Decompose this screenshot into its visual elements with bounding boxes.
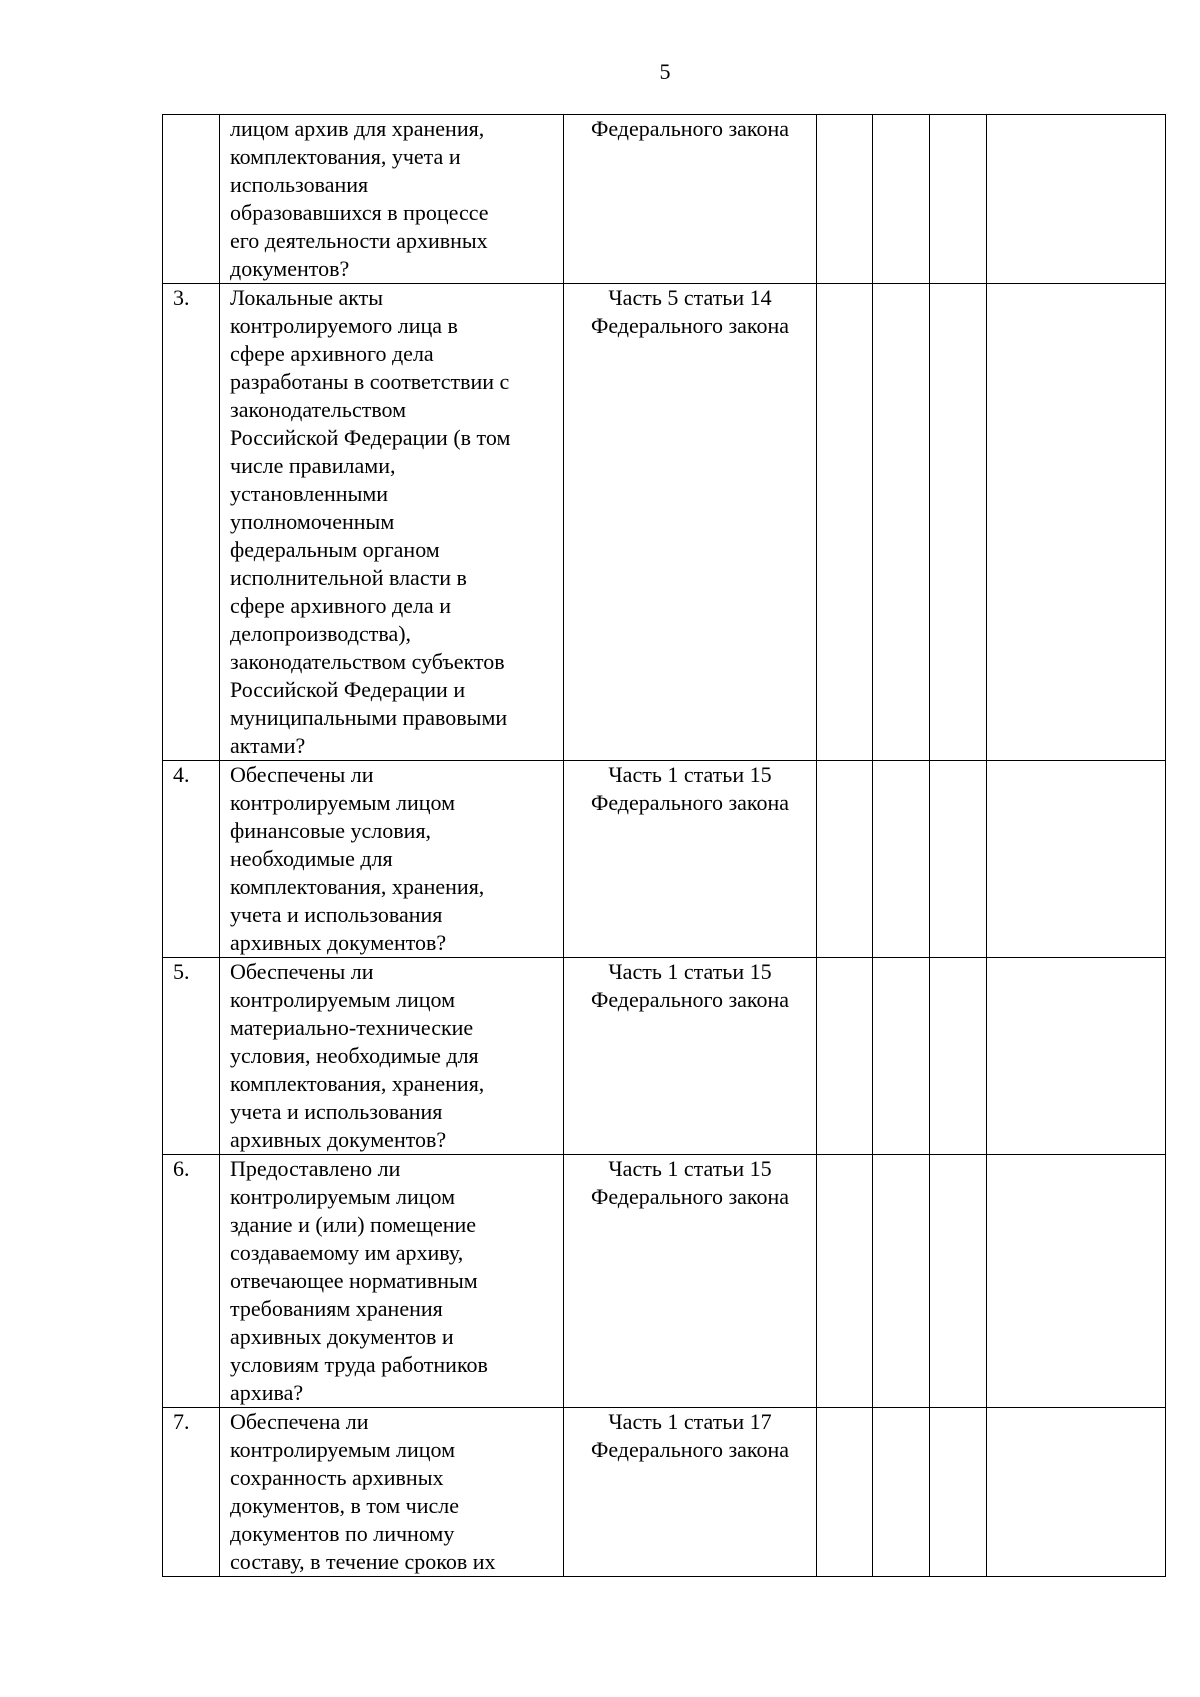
row-number-text: 7. xyxy=(173,1409,190,1434)
answer-yes-cell[interactable] xyxy=(817,1408,873,1577)
answer-no-cell[interactable] xyxy=(873,115,930,284)
table-row xyxy=(163,284,1166,761)
question-cell xyxy=(220,284,564,761)
answer-na-cell[interactable] xyxy=(930,1408,987,1577)
table-row xyxy=(163,115,1166,284)
reference-text: Часть 1 статьи 15 Федерального закона xyxy=(590,762,790,815)
reference-cell xyxy=(564,958,817,1155)
answer-na-cell[interactable] xyxy=(930,115,987,284)
row-number xyxy=(163,1408,220,1577)
answer-na-cell[interactable] xyxy=(930,284,987,761)
answer-yes-cell[interactable] xyxy=(817,958,873,1155)
question-text: Обеспечена ли контролируемым лицом сохранность архивных документов, в том числе документов по личному составу, в течение сроков их xyxy=(230,1409,496,1574)
notes-cell[interactable] xyxy=(987,761,1166,958)
reference-text: Часть 1 статьи 15 Федерального закона xyxy=(590,1156,790,1209)
question-cell xyxy=(220,1408,564,1577)
question-text: Обеспечены ли контролируемым лицом материально-технические условия, необходимые для комплектования, хранения, учета и использования архивных документов? xyxy=(230,959,485,1152)
table-row xyxy=(163,1408,1166,1577)
reference-text: Федерального закона xyxy=(590,116,790,141)
page-number: 5 xyxy=(659,59,671,84)
reference-cell xyxy=(564,1155,817,1408)
row-number xyxy=(163,115,220,284)
reference-cell xyxy=(564,1408,817,1577)
answer-no-cell[interactable] xyxy=(873,958,930,1155)
answer-yes-cell[interactable] xyxy=(817,115,873,284)
row-number-text: 6. xyxy=(173,1156,190,1181)
row-number-text: 5. xyxy=(173,959,190,984)
question-text: Обеспечены ли контролируемым лицом финансовые условия, необходимые для комплектования, хранения, учета и использования архивных документов? xyxy=(230,762,485,955)
question-cell xyxy=(220,115,564,284)
row-number-text: 3. xyxy=(173,285,190,310)
reference-cell xyxy=(564,115,817,284)
reference-text: Часть 5 статьи 14 Федерального закона xyxy=(590,285,790,338)
answer-yes-cell[interactable] xyxy=(817,1155,873,1408)
table-row xyxy=(163,958,1166,1155)
notes-cell[interactable] xyxy=(987,958,1166,1155)
row-number xyxy=(163,958,220,1155)
row-number-text: 4. xyxy=(173,762,190,787)
question-cell xyxy=(220,761,564,958)
table-row xyxy=(163,1155,1166,1408)
row-number xyxy=(163,1155,220,1408)
answer-no-cell[interactable] xyxy=(873,284,930,761)
question-cell xyxy=(220,958,564,1155)
answer-yes-cell[interactable] xyxy=(817,284,873,761)
question-text: лицом архив для хранения, комплектования, учета и использования образовавшихся в процессе его деятельности архивных документов? xyxy=(230,116,489,281)
question-text: Предоставлено ли контролируемым лицом здание и (или) помещение создаваемому им архиву, отвечающее нормативным требованиям хранения архивных документов и условиям труда работников архива? xyxy=(230,1156,488,1405)
table-row xyxy=(163,761,1166,958)
answer-na-cell[interactable] xyxy=(930,761,987,958)
answer-na-cell[interactable] xyxy=(930,958,987,1155)
answer-no-cell[interactable] xyxy=(873,1155,930,1408)
reference-cell xyxy=(564,284,817,761)
notes-cell[interactable] xyxy=(987,1155,1166,1408)
notes-cell[interactable] xyxy=(987,115,1166,284)
row-number xyxy=(163,284,220,761)
question-text: Локальные акты контролируемого лица в сфере архивного дела разработаны в соответствии с законодательством Российской Федерации (в том числе правилами, установленными уполномоченным федеральным органом исполнительной власти в сфере архивного дела и делопроизводства), законодательством субъектов Российской Федерации и муниципальными правовыми актами? xyxy=(230,285,511,758)
notes-cell[interactable] xyxy=(987,284,1166,761)
answer-no-cell[interactable] xyxy=(873,761,930,958)
question-cell xyxy=(220,1155,564,1408)
checklist-table xyxy=(162,114,1166,1577)
reference-text: Часть 1 статьи 15 Федерального закона xyxy=(590,959,790,1012)
answer-yes-cell[interactable] xyxy=(817,761,873,958)
reference-text: Часть 1 статьи 17 Федерального закона xyxy=(590,1409,790,1462)
answer-na-cell[interactable] xyxy=(930,1155,987,1408)
row-number xyxy=(163,761,220,958)
notes-cell[interactable] xyxy=(987,1408,1166,1577)
reference-cell xyxy=(564,761,817,958)
answer-no-cell[interactable] xyxy=(873,1408,930,1577)
